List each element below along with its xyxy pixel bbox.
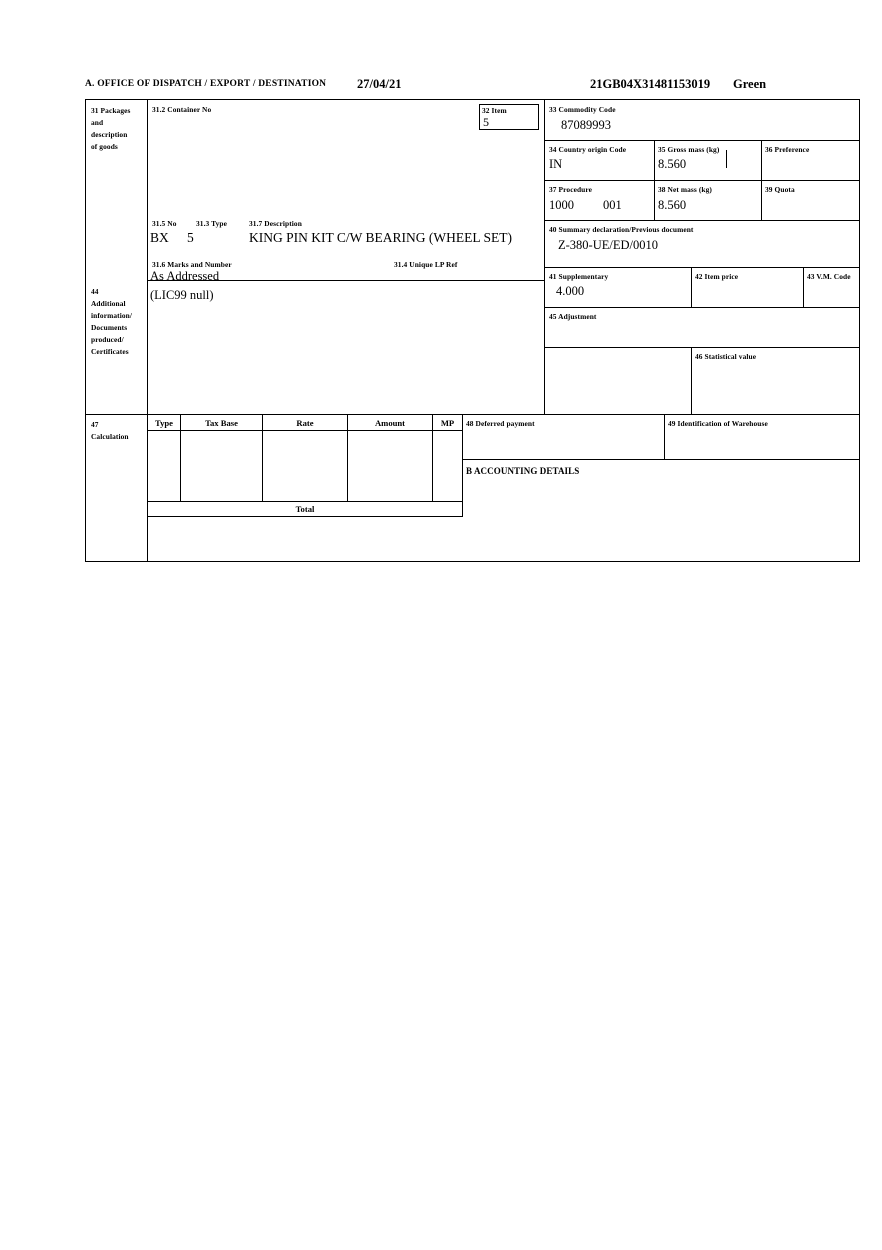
dotted-divider-45 <box>544 347 545 414</box>
box31-label-line4: of goods <box>91 142 118 151</box>
box41-label: 41 Supplementary <box>549 272 609 281</box>
divider-45-46-v <box>691 347 692 414</box>
box47-label-line2: Calculation <box>91 432 129 441</box>
box49-label: 49 Identification of Warehouse <box>668 419 768 428</box>
box32-value: 5 <box>483 115 489 129</box>
divider-41-42 <box>691 267 692 307</box>
calc-col-type: Type <box>148 415 181 431</box>
calc-col-mp: MP <box>433 415 463 431</box>
box44-label-line1: 44 <box>91 287 99 296</box>
box31-count-value: 5 <box>187 230 194 245</box>
box31-label-line2: and <box>91 118 104 127</box>
box44-label-line5: produced/ <box>91 335 124 344</box>
calc-total-label: Total <box>148 502 463 517</box>
calc-total-row <box>148 502 463 517</box>
box41-value: 4.000 <box>556 284 585 298</box>
calc-body-row <box>148 431 463 502</box>
box31-no-label: 31.5 No <box>152 219 177 228</box>
box44-label <box>91 286 132 358</box>
lane-status: Green <box>733 77 767 91</box>
divider-48-49 <box>664 414 665 459</box>
divider-34-37 <box>544 180 859 181</box>
divider-40-41 <box>544 267 859 268</box>
box37-label: 37 Procedure <box>549 185 593 194</box>
declaration-date: 27/04/21 <box>357 77 402 91</box>
box35-tick <box>726 150 727 168</box>
box33-value: 87089993 <box>561 118 611 132</box>
calc-col-rate: Rate <box>263 415 348 431</box>
calc-cell-mp <box>433 431 463 502</box>
calculation-table <box>147 414 463 517</box>
box35-value: 8.560 <box>658 157 687 171</box>
divider-33-34 <box>544 140 859 141</box>
box31-marks-value: As Addressed <box>150 269 220 283</box>
box38-label: 38 Net mass (kg) <box>658 185 712 194</box>
box35-label: 35 Gross mass (kg) <box>658 145 720 154</box>
calc-cell-type <box>148 431 181 502</box>
box44-label-line4: Documents <box>91 323 128 332</box>
box34-label: 34 Country origin Code <box>549 145 627 154</box>
box44-label-line3: information/ <box>91 311 133 320</box>
box31-no-value: BX <box>150 230 169 245</box>
declaration-reference: 21GB04X31481153019 <box>590 77 711 91</box>
calc-cell-rate <box>263 431 348 502</box>
box32 <box>479 104 539 130</box>
divider-34-35 <box>654 140 655 220</box>
box31-description-value: KING PIN KIT C/W BEARING (WHEEL SET) <box>249 230 512 245</box>
divider-41-45 <box>544 307 859 308</box>
box31-description-label: 31.7 Description <box>249 219 302 228</box>
box31-unique-ref-label: 31.4 Unique LP Ref <box>394 260 458 269</box>
calc-cell-taxbase <box>181 431 263 502</box>
box43-label: 43 V.M. Code <box>807 272 851 281</box>
divider-45-46 <box>544 347 859 348</box>
calc-col-amount: Amount <box>348 415 433 431</box>
box31-container-label: 31.2 Container No <box>152 105 212 114</box>
box38-value: 8.560 <box>658 198 687 212</box>
box31-label-line1: 31 Packages <box>91 106 131 115</box>
box44-label-line2: Additional <box>91 299 126 308</box>
box44-label-line6: Certificates <box>91 347 129 356</box>
divider-42-43 <box>803 267 804 307</box>
box42-label: 42 Item price <box>695 272 739 281</box>
calc-cell-amount <box>348 431 433 502</box>
calc-col-taxbase: Tax Base <box>181 415 263 431</box>
box44-value: (LIC99 null) <box>150 288 214 302</box>
divider-35-36 <box>761 140 762 220</box>
box40-value: Z-380-UE/ED/0010 <box>558 238 658 252</box>
box31-label <box>91 105 131 153</box>
office-of-dispatch-label: A. OFFICE OF DISPATCH / EXPORT / DESTINATION <box>85 79 327 89</box>
box40-label: 40 Summary declaration/Previous document <box>549 225 694 234</box>
box31-marks-label: 31.6 Marks and Number <box>152 260 232 269</box>
box47-label-line1: 47 <box>91 420 99 429</box>
box31-label-line3: description <box>91 130 128 139</box>
box31-type-label: 31.3 Type <box>196 219 228 228</box>
header <box>85 79 860 95</box>
box47-label <box>91 419 129 443</box>
box36-label: 36 Preference <box>765 145 810 154</box>
box34-value: IN <box>549 157 563 171</box>
divider-37-40 <box>544 220 859 221</box>
box48-label: 48 Deferred payment <box>466 419 535 428</box>
divider-box48-accounting <box>462 459 859 460</box>
box37-value-a: 1000 <box>549 198 574 212</box>
declaration-frame <box>85 99 860 562</box>
box45-label: 45 Adjustment <box>549 312 597 321</box>
boxB-label: B ACCOUNTING DETAILS <box>466 466 580 476</box>
box46-label: 46 Statistical value <box>695 352 757 361</box>
box32-label: 32 Item <box>482 106 507 115</box>
box39-label: 39 Quota <box>765 185 795 194</box>
calc-header-row <box>148 415 463 431</box>
box33-label: 33 Commodity Code <box>549 105 616 114</box>
box37-value-b: 001 <box>603 198 622 212</box>
